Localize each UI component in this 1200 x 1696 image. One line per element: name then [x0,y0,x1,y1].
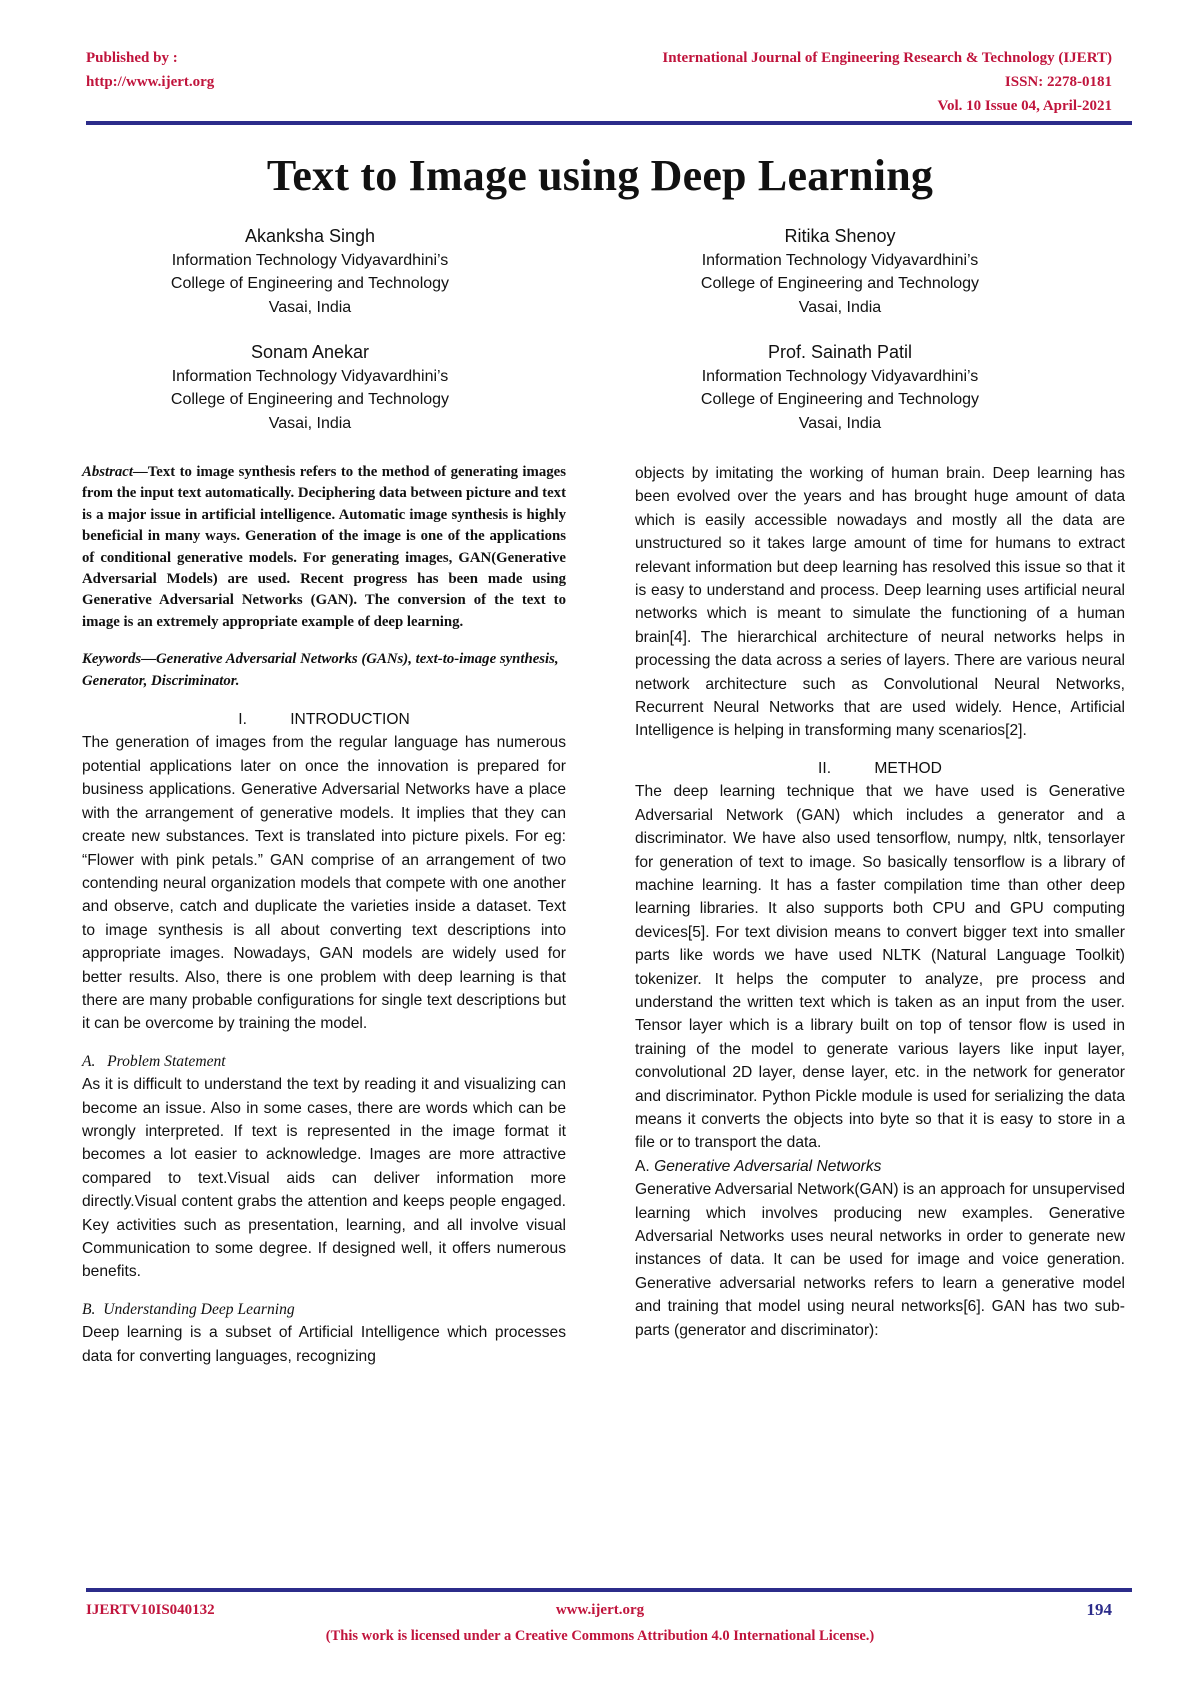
author-affiliation: College of Engineering and Technology [170,275,450,292]
section-heading-method: II. METHOD [818,759,942,777]
issn-label: ISSN: 2278-0181 [1004,74,1112,90]
gan-text: Generative Adversarial Network(GAN) is an approach for unsupervised learning which involves producing new examples. Generative Adversarial Networks uses neural networks in order to generate new instances of data. It can be used for image and voice generation. Generative adversarial networks refers to learn a generative model and training that model using neural networks[6]. GAN has two sub-parts (generator and discriminator): [635,1181,1125,1339]
subsection-heading-gan [635,1155,1125,1178]
author-affiliation: Information Technology Vidyavardhini’s [171,367,449,385]
paper-id: IJERTV10IS040132 [86,1602,215,1618]
author-name: Sonam Anekar [250,342,370,362]
author-name: Akanksha Singh [244,226,376,246]
author-location: Vasai, India [268,298,352,316]
author-affiliation: College of Engineering and Technology [700,275,980,292]
header-divider [86,121,1132,125]
abstract-label: Abstract— [82,464,148,480]
author-block [100,225,520,319]
journal-name: International Journal of Engineering Research & Technology (IJERT) [662,50,1112,66]
right-column [635,462,1125,1342]
left-column [82,462,566,1368]
subsection-title: Generative Adversarial Networks [654,1157,882,1175]
author-block [630,225,1050,319]
volume-label: Vol. 10 Issue 04, April-2021 [937,98,1112,114]
footer-divider [86,1588,1132,1592]
author-location: Vasai, India [798,414,882,432]
author-affiliation: College of Engineering and Technology [700,391,980,408]
author-location: Vasai, India [798,298,882,316]
abstract-text: Text to image synthesis refers to the method of generating images from the input text automatically. Deciphering data between picture and text is a major issue in artificial intelligence. Automatic image synthesis is highly beneficial in many ways. Generation of the image is one of the applications of conditional generative models. For generating images, GAN(Generative Adversarial Models) are used. Recent progress has been made using Generative Adversarial Networks (GAN). The conversion of the text to image is an extremely appropriate example of deep learning. [82,464,567,630]
published-by-label: Published by : [86,50,178,66]
footer-website-link[interactable]: www.ijert.org [555,1602,645,1618]
journal-url-link[interactable]: http://www.ijert.org [86,74,215,90]
paper-title: Text to Image using Deep Learning [266,151,934,200]
subsection-heading-deep-learning: B. Understanding Deep Learning [82,1300,295,1318]
author-location: Vasai, India [268,414,352,432]
deep-learning-continued-text: objects by imitating the working of human brain. Deep learning has been evolved over the years and has brought huge amount of data which is easily accessible nowadays and mostly all the data are unstructured so it takes large amount of time for humans to extract relevant information but deep learning has resolved this issue so that it is easy to understand and process. Deep learning uses artificial neural networks which is meant to simulate the functioning of a human brain[4]. The hierarchical architecture of neural networks helps in processing the data across a series of layers. There are various neural network architecture such as Convolutional Neural Networks, Recurrent Neural Networks that are used widely. Hence, Artificial Intelligence is helping in transforming many scenarios[2]. [635,465,1125,740]
subsection-heading-problem-statement: A. Problem Statement [82,1052,226,1070]
author-affiliation: Information Technology Vidyavardhini’s [171,251,449,269]
author-affiliation: Information Technology Vidyavardhini’s [701,367,979,385]
keywords: Keywords—Generative Adversarial Networks (GANs), text-to-image synthesis, Generator, Discriminator. [82,651,559,689]
deep-learning-text: Deep learning is a subset of Artificial Intelligence which processes data for converting languages, recognizing [82,1324,566,1365]
author-affiliation: Information Technology Vidyavardhini’s [701,251,979,269]
author-block [100,341,520,435]
page-number: 194 [1086,1600,1112,1619]
introduction-text: The generation of images from the regular language has numerous potential applications later on once the innovation is prepared for business applications. Generative Adversarial Networks have a place with the arrangement of generative models. It implies that they can create new substances. Text is translated into picture pixels. For eg: “Flower with pink petals.” GAN comprise of an arrangement of two contending neural organization models that compete with one another and observe, catch and duplicate the varieties inside a dataset. Text to image synthesis is all about converting text descriptions into appropriate images. Nowadays, GAN models are widely used for better results. Also, there is one problem with deep learning is that there are many probable configurations for single text descriptions but it can be overcome by training the model. [82,734,566,1033]
author-name: Prof. Sainath Patil [767,342,913,362]
license-notice: (This work is licensed under a Creative Commons Attribution 4.0 International License.) [325,1628,875,1644]
author-block [630,341,1050,435]
author-name: Ritika Shenoy [784,226,896,246]
section-heading-introduction: I. INTRODUCTION [238,711,410,729]
problem-statement-text: As it is difficult to understand the text by reading it and visualizing can become an issue. Also in some cases, there are words which can be wrongly interpreted. If text is represented in the image format it becomes a lot easier to acknowledge. Images are more attractive compared to text.Visual aids can deliver information more directly.Visual content grabs the attention and keeps people engaged. Key activities such as presentation, learning, and all involve visual Communication to some degree. If designed well, it offers numerous benefits. [82,1076,566,1281]
author-affiliation: College of Engineering and Technology [170,391,450,408]
method-text: The deep learning technique that we have used is Generative Adversarial Network (GAN) which includes a generator and a discriminator. We have also used tensorflow, numpy, nltk, tensorlayer for generation of text to image. So basically tensorflow is a library of machine learning. It has a faster compilation time than other deep learning libraries. It also supports both CPU and GPU computing devices[5]. For text division means to convert bigger text into smaller parts like words we have used NLTK (Natural Language Toolkit) tokenizer. It helps the computer to analyze, pre process and understand the written text which is taken as an input from the user. Tensor layer which is a library built on top of tensor flow is used in training of the model to generate various layers like input layer, convolutional 2D layer, dense layer, etc. in the network for generator and discriminator. Python Pickle module is used for serializing the data means it converts the objects into byte so that it is easy to store in a file or to transport the data. [635,783,1125,1152]
subsection-label: A. [635,1157,655,1175]
abstract [82,462,566,633]
